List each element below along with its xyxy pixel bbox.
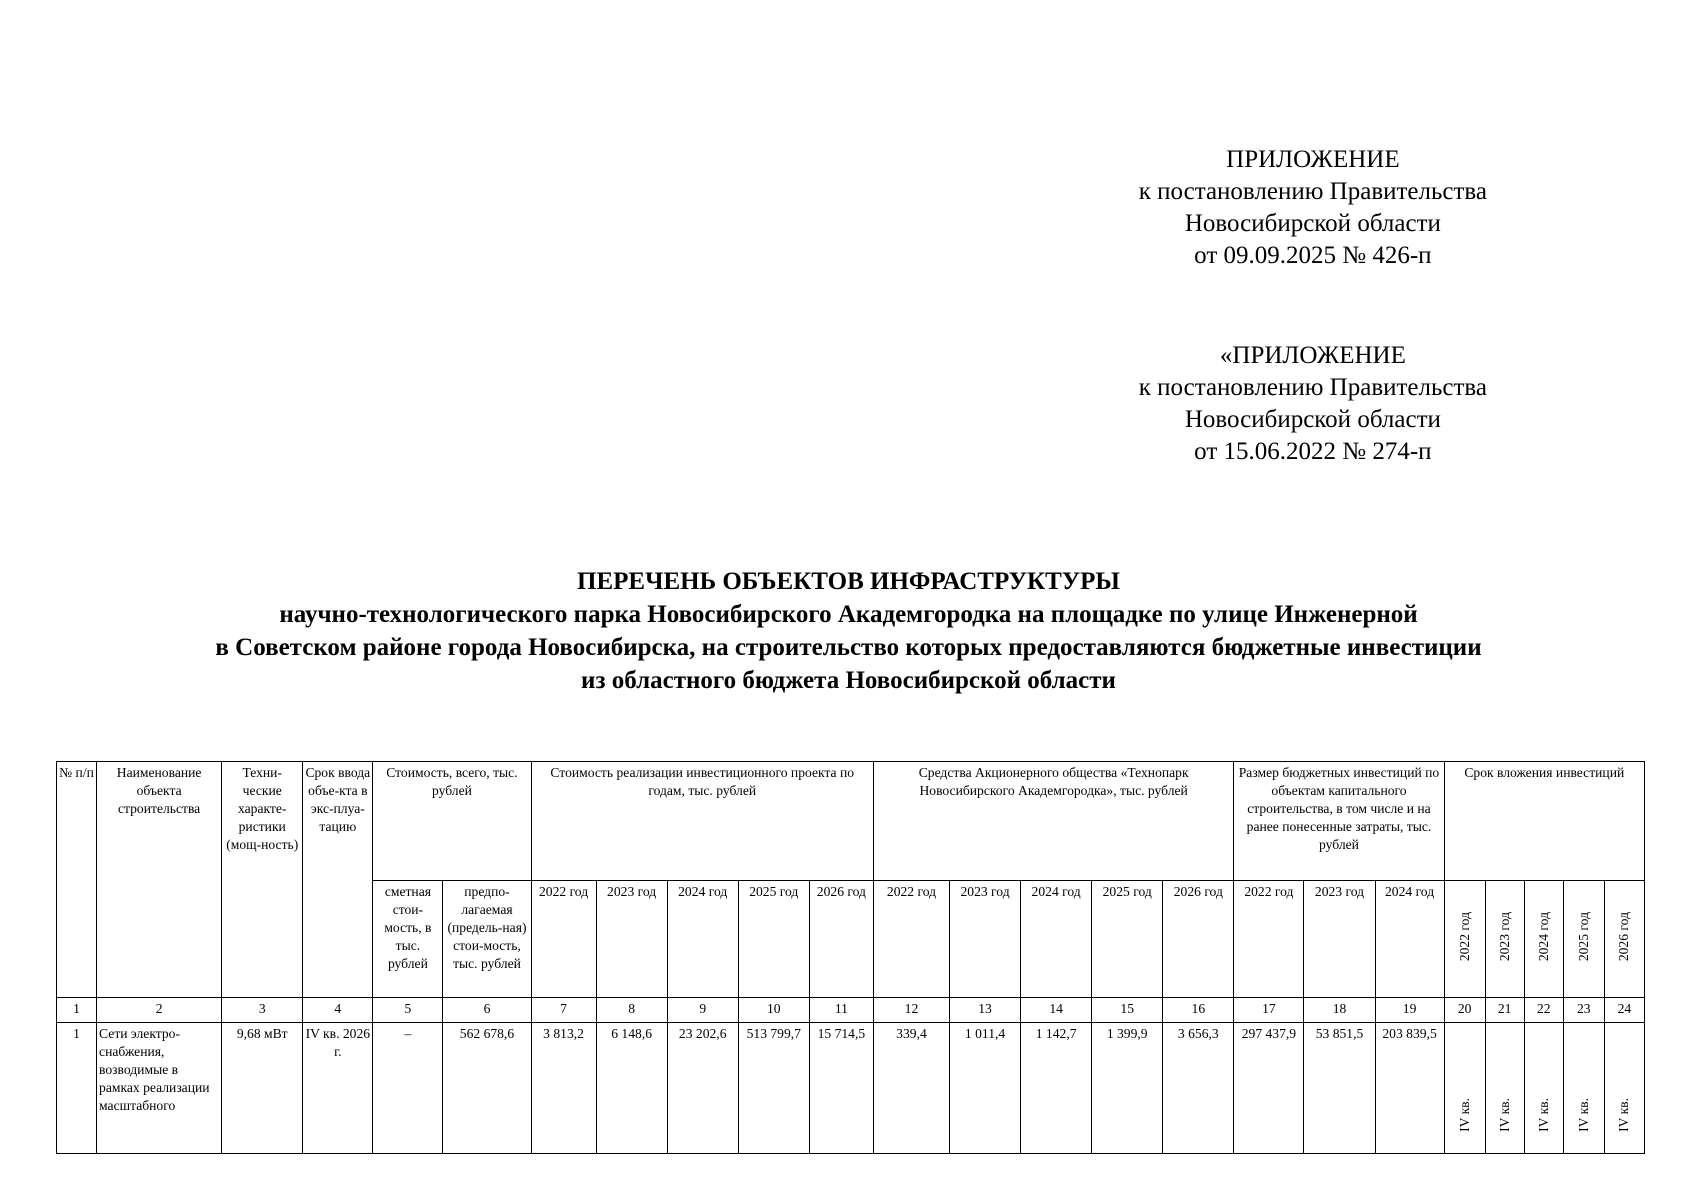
row-tech: 9,68 мВт [222, 1023, 303, 1154]
col-number: 8 [596, 998, 667, 1023]
row-object-name: Сети электро-снабжения, возводимые в рамках реализации масштабного [97, 1023, 222, 1154]
row-cost-2022: 3 813,2 [531, 1023, 596, 1154]
row-tech-2026: 3 656,3 [1163, 1023, 1234, 1154]
col-number: 1 [57, 998, 97, 1023]
row-tech-2023: 1 011,4 [950, 1023, 1021, 1154]
head-planned: предпо-лагаемая (предель-ная) стои-мость, тыс. рублей [443, 881, 531, 998]
stamp-line: от 09.09.2025 № 426-п [1194, 242, 1432, 269]
row-budget-2023: 53 851,5 [1304, 1023, 1375, 1154]
head-budget-2022: 2022 год [1234, 881, 1304, 998]
row-quarter-2024-label: IV кв. [1535, 1098, 1551, 1132]
head-term-2025 [1563, 881, 1604, 998]
col-number: 10 [738, 998, 809, 1023]
row-quarter-2024 [1524, 1023, 1563, 1154]
row-quarter-2022-label: IV кв. [1456, 1098, 1472, 1132]
head-invest-term: Срок вложения инвестиций [1444, 762, 1644, 881]
stamp-line: Новосибирской области [1184, 210, 1441, 237]
title-line: из областного бюджета Новосибирской области [581, 667, 1116, 694]
head-cost-2026: 2026 год [809, 881, 873, 998]
row-quarter-2025 [1563, 1023, 1604, 1154]
head-technopark: Средства Акционерного общества «Технопарк Новосибирского Академгородка», тыс. рублей [873, 762, 1233, 881]
col-number: 15 [1092, 998, 1163, 1023]
head-term-2022-label: 2022 год [1456, 911, 1472, 962]
row-planned: 562 678,6 [443, 1023, 531, 1154]
col-number: 19 [1375, 998, 1444, 1023]
stamp-line: от 15.06.2022 № 274-п [1194, 438, 1432, 465]
head-term-2026-label: 2026 год [1616, 911, 1632, 962]
row-budget-2024: 203 839,5 [1375, 1023, 1444, 1154]
title-line: в Советском районе города Новосибирска, на строительство которых предоставляются бюджетные инвестиции [215, 634, 1482, 661]
head-term-2024 [1524, 881, 1563, 998]
row-cost-2023: 6 148,6 [596, 1023, 667, 1154]
table-row [57, 1023, 1645, 1154]
col-number: 9 [667, 998, 738, 1023]
row-quarter-2022 [1444, 1023, 1485, 1154]
head-cost-2025: 2025 год [738, 881, 809, 998]
head-cost-by-year: Стоимость реализации инвестиционного проекта по годам, тыс. рублей [531, 762, 873, 881]
head-term-2022 [1444, 881, 1485, 998]
row-quarter-2026 [1604, 1023, 1644, 1154]
stamp-line: ПРИЛОЖЕНИЕ [1226, 146, 1400, 173]
head-budget-2024: 2024 год [1375, 881, 1444, 998]
col-number: 17 [1234, 998, 1304, 1023]
row-tech-2022: 339,4 [873, 1023, 949, 1154]
col-number: 6 [443, 998, 531, 1023]
col-number: 18 [1304, 998, 1375, 1023]
document-title [0, 565, 1697, 697]
col-number: 21 [1485, 998, 1524, 1023]
column-number-row [57, 998, 1645, 1023]
head-cost-2023: 2023 год [596, 881, 667, 998]
head-tech-2022: 2022 год [873, 881, 949, 998]
row-budget-2022: 297 437,9 [1234, 1023, 1304, 1154]
head-term-2023-label: 2023 год [1496, 911, 1512, 962]
row-tech-2025: 1 399,9 [1092, 1023, 1163, 1154]
col-number: 20 [1444, 998, 1485, 1023]
title-line: ПЕРЕЧЕНЬ ОБЪЕКТОВ ИНФРАСТРУКТУРЫ [577, 568, 1120, 595]
head-estimated: сметная стои-мость, в тыс. рублей [373, 881, 443, 998]
appendix-stamp-new [1139, 144, 1487, 272]
col-number: 5 [373, 998, 443, 1023]
stamp-line: к постановлению Правительства [1138, 178, 1487, 205]
row-tech-2024: 1 142,7 [1021, 1023, 1092, 1154]
row-quarter-2026-label: IV кв. [1616, 1098, 1632, 1132]
infrastructure-table [56, 761, 1645, 1154]
col-number: 4 [303, 998, 373, 1023]
appendix-stamp-old [1139, 340, 1487, 468]
head-term-2025-label: 2025 год [1575, 911, 1591, 962]
col-number: 23 [1563, 998, 1604, 1023]
head-term-2024-label: 2024 год [1535, 911, 1551, 962]
row-cost-2025: 513 799,7 [738, 1023, 809, 1154]
head-tech-2024: 2024 год [1021, 881, 1092, 998]
header-row-1 [57, 762, 1645, 881]
stamp-line: к постановлению Правительства [1138, 374, 1487, 401]
row-num: 1 [57, 1023, 97, 1154]
col-number: 14 [1021, 998, 1092, 1023]
head-term: Срок ввода объе-кта в экс-плуа-тацию [303, 762, 373, 998]
head-cost-2022: 2022 год [531, 881, 596, 998]
col-number: 13 [950, 998, 1021, 1023]
row-quarter-2025-label: IV кв. [1575, 1098, 1591, 1132]
col-number: 16 [1163, 998, 1234, 1023]
row-estimated: – [373, 1023, 443, 1154]
head-tech-2025: 2025 год [1092, 881, 1163, 998]
head-budget-2023: 2023 год [1304, 881, 1375, 998]
head-budget: Размер бюджетных инвестиций по объектам капитального строительства, в том числе и на ранее понесенные затраты, тыс. рублей [1234, 762, 1444, 881]
row-quarter-2023-label: IV кв. [1496, 1098, 1512, 1132]
head-cost-total: Стоимость, всего, тыс. рублей [373, 762, 531, 881]
col-number: 7 [531, 998, 596, 1023]
head-term-2026 [1604, 881, 1644, 998]
row-cost-2026: 15 714,5 [809, 1023, 873, 1154]
row-cost-2024: 23 202,6 [667, 1023, 738, 1154]
stamp-line: «ПРИЛОЖЕНИЕ [1219, 342, 1406, 369]
row-quarter-2023 [1485, 1023, 1524, 1154]
col-number: 12 [873, 998, 949, 1023]
col-number: 2 [97, 998, 222, 1023]
head-num: № п/п [57, 762, 97, 998]
col-number: 22 [1524, 998, 1563, 1023]
stamp-line: Новосибирской области [1184, 406, 1441, 433]
head-cost-2024: 2024 год [667, 881, 738, 998]
col-number: 24 [1604, 998, 1644, 1023]
head-term-2023 [1485, 881, 1524, 998]
head-tech-2023: 2023 год [950, 881, 1021, 998]
row-term: IV кв. 2026 г. [303, 1023, 373, 1154]
col-number: 11 [809, 998, 873, 1023]
title-line: научно-технологического парка Новосибирского Академгородка на площадке по улице Инженерной [279, 601, 1418, 628]
head-tech: Техни-ческие характе-ристики (мощ-ность) [222, 762, 303, 998]
head-tech-2026: 2026 год [1163, 881, 1234, 998]
head-name: Наименование объекта строительства [97, 762, 222, 998]
col-number: 3 [222, 998, 303, 1023]
